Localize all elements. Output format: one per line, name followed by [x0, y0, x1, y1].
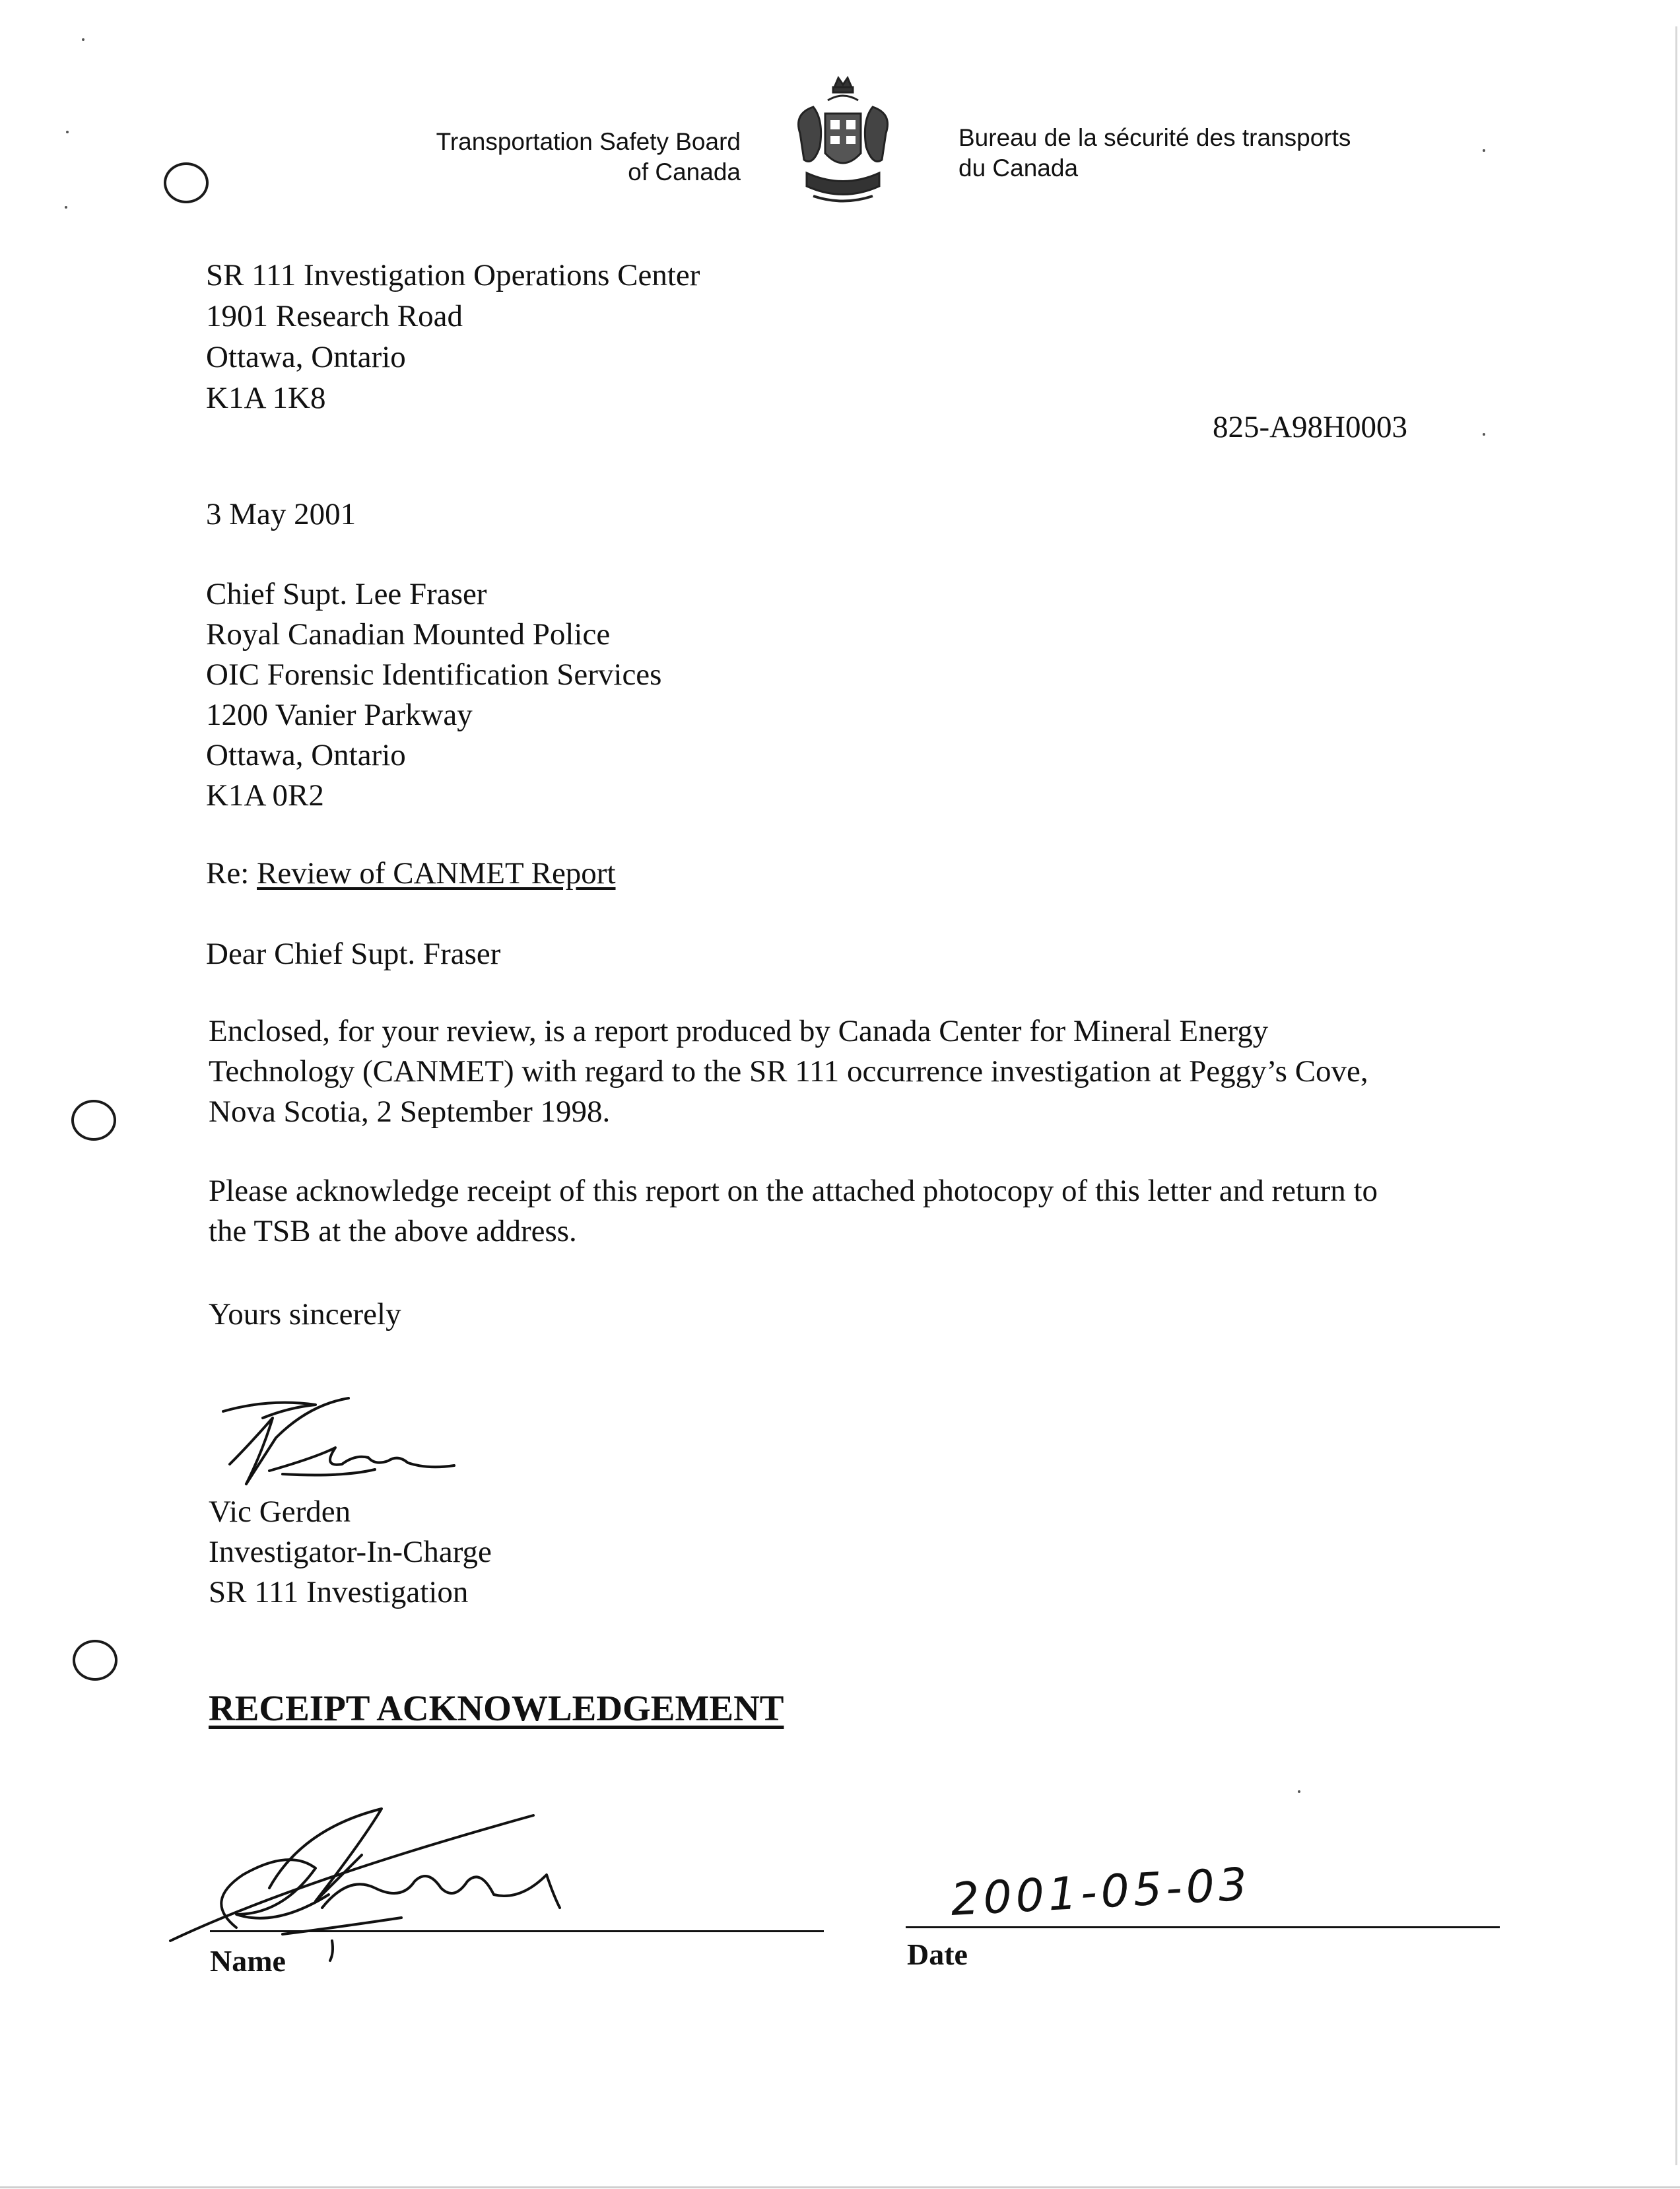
- signer-block: [209, 1492, 492, 1613]
- punch-hole-middle: [71, 1100, 116, 1141]
- sender-address: [206, 255, 700, 419]
- signer-name: Vic Gerden: [209, 1495, 351, 1529]
- handwritten-date-text: 2001-05-03: [949, 1858, 1252, 1927]
- punch-hole-top: [164, 162, 209, 203]
- body-line: Nova Scotia, 2 September 1998.: [209, 1094, 611, 1129]
- body-line: Technology (CANMET) with regard to the SR 111 occurrence investigation at Peggy’s Cove,: [209, 1054, 1368, 1089]
- body-paragraph: [209, 1011, 1483, 1132]
- letterhead-french: [958, 123, 1421, 184]
- scan-speck: [1298, 1790, 1300, 1793]
- closing: Yours sincerely: [209, 1297, 401, 1331]
- recipient-address-line: OIC Forensic Identification Services: [206, 657, 662, 692]
- recipient-address: [206, 574, 661, 816]
- page-edge-bottom: [0, 2186, 1680, 2188]
- scan-speck: [1483, 149, 1485, 152]
- subject-text: Review of CANMET Report: [257, 856, 616, 891]
- letterhead-english-line1: Transportation Safety Board: [436, 128, 741, 155]
- letter-date: 3 May 2001: [206, 497, 356, 531]
- sender-address-line: K1A 1K8: [206, 381, 326, 415]
- scan-speck: [65, 206, 67, 209]
- name-label: Name: [210, 1944, 286, 1978]
- recipient-address-line: K1A 0R2: [206, 778, 324, 813]
- date-label: Date: [907, 1937, 968, 1971]
- recipient-address-line: Royal Canadian Mounted Police: [206, 617, 611, 652]
- file-reference: 825-A98H0003: [1212, 410, 1407, 444]
- sender-address-line: Ottawa, Ontario: [206, 340, 406, 374]
- sender-address-line: SR 111 Investigation Operations Center: [206, 258, 700, 292]
- handwritten-signature: [210, 1392, 461, 1497]
- subject-prefix: Re:: [206, 856, 250, 891]
- recipient-signature: [164, 1802, 613, 1967]
- body-line: Enclosed, for your review, is a report produced by Canada Center for Mineral Energy: [209, 1014, 1269, 1048]
- scan-speck: [82, 38, 84, 41]
- recipient-address-line: Chief Supt. Lee Fraser: [206, 577, 487, 611]
- recipient-address-line: Ottawa, Ontario: [206, 738, 406, 772]
- letterhead-english-line2: of Canada: [628, 158, 741, 185]
- body-line: the TSB at the above address.: [209, 1214, 577, 1248]
- date-signature-line: [906, 1926, 1500, 1928]
- coat-of-arms-icon: [787, 74, 899, 209]
- body-line: Please acknowledge receipt of this report on the attached photocopy of this letter and return to: [209, 1174, 1378, 1208]
- body-paragraph: [209, 1171, 1483, 1252]
- letterhead-french-line1: Bureau de la sécurité des transports: [958, 124, 1351, 151]
- letterhead-french-line2: du Canada: [958, 154, 1079, 182]
- scan-speck: [66, 131, 69, 133]
- scan-speck: [1483, 433, 1485, 436]
- page-edge-right: [1675, 26, 1677, 2165]
- letterhead-english: [370, 127, 741, 187]
- name-signature-line: [210, 1930, 824, 1932]
- signer-title: Investigator-In-Charge: [209, 1535, 492, 1569]
- receipt-title: RECEIPT ACKNOWLEDGEMENT: [209, 1688, 784, 1728]
- signer-unit: SR 111 Investigation: [209, 1575, 469, 1609]
- sender-address-line: 1901 Research Road: [206, 299, 463, 333]
- subject-line: [206, 856, 616, 891]
- punch-hole-bottom: [73, 1640, 118, 1681]
- salutation: Dear Chief Supt. Fraser: [206, 937, 501, 971]
- recipient-address-line: 1200 Vanier Parkway: [206, 698, 473, 732]
